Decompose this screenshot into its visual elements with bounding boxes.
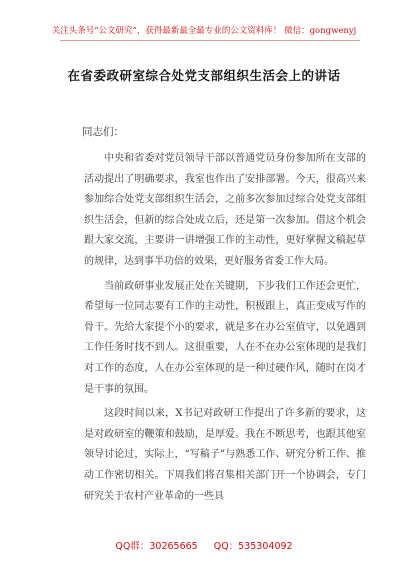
header-promo-note: 关注头条号“公文研究”，获得最新最全最专业的公文资料库！ 微信：gongwenyj <box>51 26 357 36</box>
document-body <box>84 149 366 511</box>
body-paragraph: 这段时间以来，X书记对政研工作提出了许多新的要求，这是对政研室的鞭策和鼓励，是厚爱。我在不断思考，也跟其他室领导讨论过，实际上，“写稿子”与熟悉工作、研究分析工作、推动工作密切相关。下周我们将召集相关部门开一个协调会，专门研究关于农村产业革命的一些具 <box>84 408 366 502</box>
footer-qq-number: QQ：535304092 <box>213 541 293 552</box>
footer-contact <box>0 538 408 552</box>
salutation: 同志们： <box>82 126 124 138</box>
header-divider <box>60 40 360 41</box>
document-title: 在省委政研室综合处党支部组织生活会上的讲话 <box>67 68 341 83</box>
body-paragraph: 当前政研事业发展正处在关键期，下步我们工作还会更忙，希望每一位同志要有工作的主动性，积极跟上，真正变成写作的骨干。先给大家提个小的要求，就是多在办公室值守，以免遇到工作任务时找不到人。这很重要，人在不在办公室体现的是我们对工作的态度，人在办公室体现的是一种过硬作风，随时在岗才是干事的氛围。 <box>84 280 366 395</box>
footer-qq-group: QQ群：30265665 <box>115 541 198 552</box>
body-paragraph: 中央和省委对党员领导干部以普通党员身份参加所在支部的活动提出了明确要求，我室也作出了安排部署。今天，很高兴来参加综合处党支部组织生活会，之前多次参加过综合处党支部组织生活会，但新的综合处成立后，还是第一次参加。借这个机会跟大家交流，主要讲一讲增强工作的主动性，更好掌握文稿起草的规律，达到事半功倍的效果，更好服务省委工作大局。 <box>84 153 366 267</box>
